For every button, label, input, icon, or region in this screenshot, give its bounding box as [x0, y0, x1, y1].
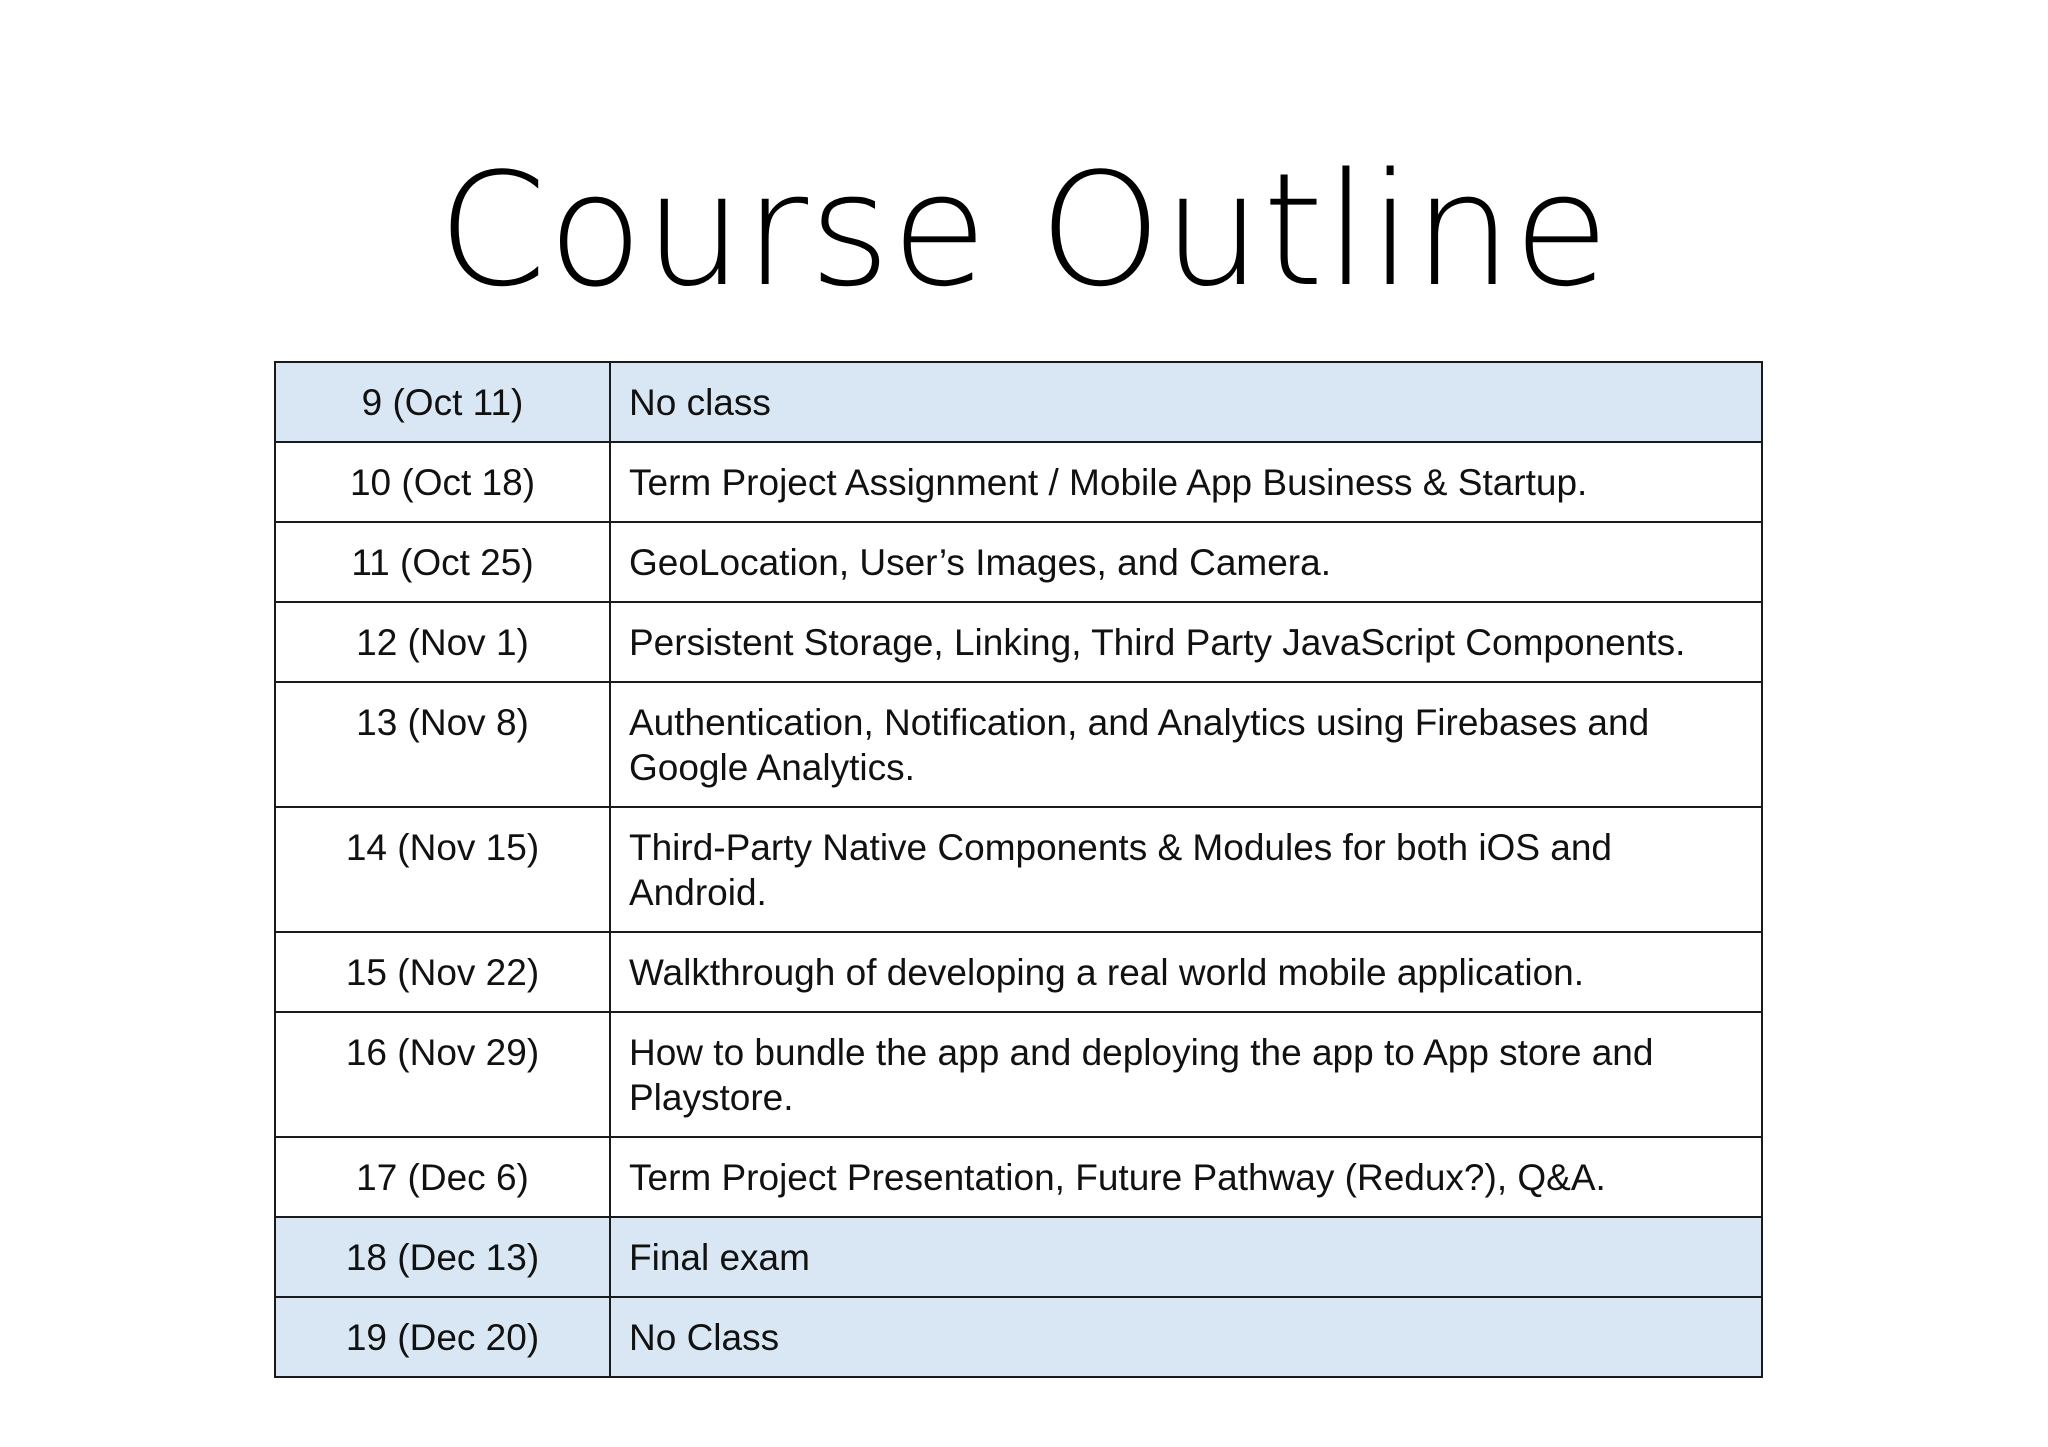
table-row [275, 807, 1762, 932]
week-cell: 17 (Dec 6) [275, 1137, 610, 1217]
week-cell: 10 (Oct 18) [275, 442, 610, 522]
week-cell: 9 (Oct 11) [275, 362, 610, 442]
table-row [275, 682, 1762, 807]
topic-cell: No class [610, 362, 1762, 442]
week-cell: 15 (Nov 22) [275, 932, 610, 1012]
topic-cell: Authentication, Notification, and Analytics using Firebases and Google Analytics. [610, 682, 1762, 807]
week-cell: 19 (Dec 20) [275, 1297, 610, 1377]
topic-cell: No Class [610, 1297, 1762, 1377]
topic-cell: Third-Party Native Components & Modules for both iOS and Android. [610, 807, 1762, 932]
topic-cell: Persistent Storage, Linking, Third Party JavaScript Components. [610, 602, 1762, 682]
week-cell: 18 (Dec 13) [275, 1217, 610, 1297]
table-row [275, 602, 1762, 682]
week-cell: 12 (Nov 1) [275, 602, 610, 682]
course-outline-table [274, 361, 1763, 1378]
week-cell: 14 (Nov 15) [275, 807, 610, 932]
topic-cell: Walkthrough of developing a real world mobile application. [610, 932, 1762, 1012]
table-row [275, 1137, 1762, 1217]
slide-title: Course Outline [437, 139, 1611, 321]
topic-cell: Term Project Assignment / Mobile App Business & Startup. [610, 442, 1762, 522]
table-row [275, 932, 1762, 1012]
table-row [275, 1297, 1762, 1377]
topic-cell: GeoLocation, User’s Images, and Camera. [610, 522, 1762, 602]
week-cell: 11 (Oct 25) [275, 522, 610, 602]
topic-cell: Final exam [610, 1217, 1762, 1297]
table-row [275, 362, 1762, 442]
topic-cell: How to bundle the app and deploying the app to App store and Playstore. [610, 1012, 1762, 1137]
table-row [275, 522, 1762, 602]
table-row [275, 442, 1762, 522]
table-row [275, 1012, 1762, 1137]
week-cell: 16 (Nov 29) [275, 1012, 610, 1137]
topic-cell: Term Project Presentation, Future Pathway (Redux?), Q&A. [610, 1137, 1762, 1217]
week-cell: 13 (Nov 8) [275, 682, 610, 807]
table-row [275, 1217, 1762, 1297]
